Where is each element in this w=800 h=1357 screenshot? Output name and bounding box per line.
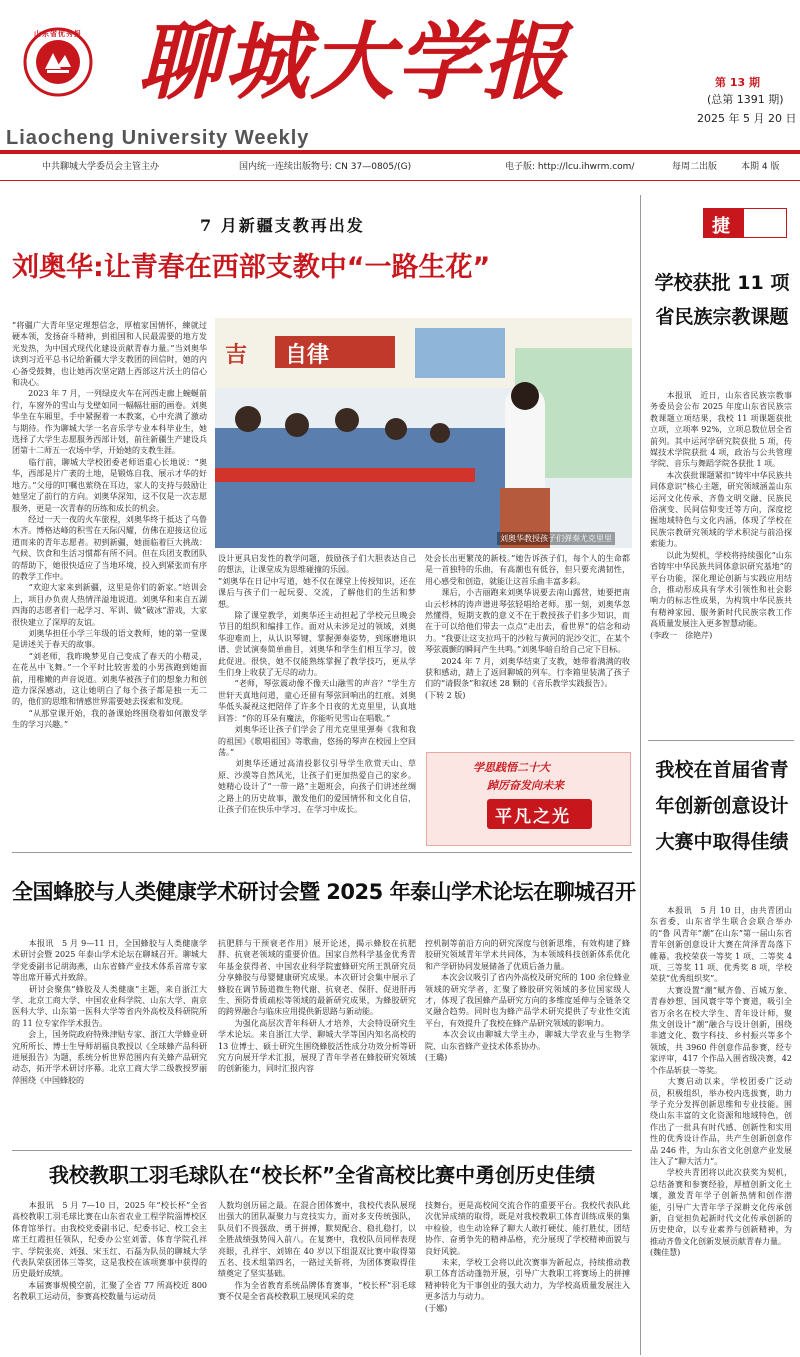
page-count: 本期 4 版 [741,162,780,172]
slogan-badge-text: 平凡之光 [495,807,571,827]
total-issue: (总第 1391 期) [707,93,784,106]
logo-text: 山东省优秀报刊 [34,30,82,48]
slogan-line-2: 踔厉奋发向未来 [487,779,564,792]
issue-date: 2025 年 5 月 20 日 [697,112,797,125]
column-divider [640,195,641,1355]
lead-headline: 刘奥华:让青春在西部支教中“一路生花” [12,252,491,283]
masthead-title: 聊城大学报 [138,12,569,111]
article3-rule [12,1150,632,1151]
photo-sign-right: 自律 [285,342,330,368]
article2-rule [12,852,632,853]
article3-column-1: 本报讯 5 月 7—10 日，2025 年“校长杯”全省高校教职工羽毛球比赛在山东省农业工程学院淄博校区体育馆举行。由我校党委副书记、纪委书记、校工会主席王红霞担任领队，纪委办公室刘蕾、体育学院孔祥宇、学院张亮、刘强、宋玉红、石磊为队员的聊城大学代表队荣获团体三等奖，这是我校在该项赛事中获得的历史最好成绩。 本届赛事规模空前，汇聚了全省 77 所高校近 800 名教职工运动员，参赛高校数量与运动员 [12,1201,207,1302]
sponsor-text: 中共聊城大学委员会主管主办 [42,162,160,172]
slogan-line-1: 学思践悟二十大 [473,761,550,774]
article2-column-1: 本报讯 5 月 9—11 日，全国蜂胶与人类健康学术研讨会暨 2025 年泰山学术论坛在聊城召开。聊城大学党委副书记胡海燕，山东省蜂产业技术体系首席专家等出席开幕式并致辞。 研讨会聚焦“蜂胶及人类健康”主题，来自浙江大学、北京工商大学、中国农业科学院、山东大学、南京医科大学、山东第一医科大学等省内外高校及科研院所的 11 位专家作学术报告。 会上，国务院政府特殊津贴专家、浙江大学蜂业研究所所长、博士生导师胡福良教授以《全球蜂产品科研进展报告》为题，系统分析世界范围内有关蜂产品研究动态，拓开学术研讨序幕。北京工商大学二级教授罗丽萍围绕《中国蜂胶的 [12,939,207,1085]
article3-headline: 我校教职工羽毛球队在“校长杯”全省高校比赛中勇创历史佳绩 [48,1163,596,1187]
masthead [0,0,800,184]
issue-number: 第 13 期 [715,76,760,89]
sidebar-b-body: 本报讯 5 月 10 日，由共青团山东省委、山东省学生联合会联合举办的“鲁 风青年”潮”在山东”第一届山东省青年创新创意设计大赛在菏泽青岛落下帷幕。我校荣获一等奖 1 项、二等奖 4 项、三等奖 11 项、优秀奖 8 项，学校荣获“优秀组织奖”。 大赛设置“潮”赋齐鲁、百城万象、青春妙想、国风寰宇等个赛道，吸引全省万余名在校大学生、青年设计师，聚焦文创设计“潮”融合与设计创新，围绕非遗文化、数字科技、乡村振兴等多个领域，共 3960 件创意作品参赛，经专家评审，417 个作品入围省级决赛，42 个作品斩获一等奖。 大赛启动以来，学校团委广泛动员，积极组织，举办校内选拔赛，助力学子充分发挥创新思维和专业技能。围绕山东丰富的文化资源和地域特色，创作出了一批具有时代感、创新性和实用性的优秀设计作品，共产生创新创意作品 246 件，为山东省文化创意产业发展注入了“聊大活力”。 学校共青团将以此次获奖为契机，总结备赛和参赛经验，厚植创新文化土壤，激发青年学子创新热情和创作潜能，引导广大青年学子深耕文化传承创新，自觉担负起新时代文化传承创新的历史使命，以专业素养与创新精神，为推动齐鲁文化创新发展贡献青春力量。 (魏佳慧) [650,906,792,1258]
sidebar-b-title: 我校在首届省青年创新创意设计大赛中取得佳绩 [655,759,789,853]
photo-caption: 刘奥华教授孩子们弹奏尤克里里 [497,532,615,545]
article3-column-3: 技舞台，更是高校间交流合作的重要平台。我校代表队此次优异成绩的取得，既是对我校教职工体育训练成果的集中检验，也生动诠释了聊大人敢打硬仗、能打胜仗，团结协作、奋勇争先的精神品格，充分展现了学校精神面貌与良好风貌。 未来，学校工会将以此次赛事为新起点，持续推动教职工体育活动蓬勃开展，引导广大教职工将赛场上的拼搏精神转化为干事创业的强大动力，为学校高质量发展注入更多活力与动力。 (于娜) [425,1201,630,1313]
info-rule [0,180,800,181]
lead-photo [215,318,632,548]
sidebar-rule [648,740,794,741]
lead-kicker: 7 月新疆支教再出发 [200,216,365,235]
e-edition-link[interactable]: 电子版: http://lcu.ihwrm.com/ [505,162,635,172]
lead-column-2: 设计更具启发性的教学问题，鼓励孩子们大胆表达自己的想法，让课堂成为思维碰撞的乐园。 ”刘奥华在日记中写道，她不仅在课堂上传授知识，还在课后与孩子们一起玩耍、交流，了解他们的生活和梦想。 除了课堂教学，刘奥华还主动担起了学校元旦晚会节目的组织和编排工作。面对从未涉足过的领域，刘奥华迎难而上，从认识琴键、掌握弹奏姿势，到琢磨地识谱、尝试演奏简单曲目，刘奥华和学生们相互学习，彼此促进。很快，她不仅能熟练掌握了教学技巧，更从学生们身上收获了无尽的动力。 “老师，琴弦震动像不像天山融雪的声音？”学生方世轩天真地问道，童心还留有琴弦回响出的红痕。刘奥华低头凝视这把陪伴了许多个日夜的尤克里里，认真地回答：“你的耳朵有魔法，你能听见雪山在唱歌。” 刘奥华还让孩子们学会了用尤克里里弹奏《我和我的祖国》《歌唱祖国》等歌曲，悠扬的琴声在校园上空回荡。” 刘奥华还通过高清投影仪引导学生欣赏天山、草原、沙漠等自然风光，让孩子们更加热爱自己的家乡。她精心设计了“一带一路”主题班会，向孩子们讲述丝绸之路上的历史故事，激发他们的爱国情怀和文化自信，让孩子们在快乐中学习、在学习中成长。 [218,554,416,814]
article2-column-3: 控机制等前沿方向的研究深度与创新思维，有效构建了蜂胶研究领域青年学术共同体，为本领域科技创新体系优化和产学研协同发展储备了优质后备力量。 本次会议吸引了省内外高校及研究所的 100 余位蜂业领域的研究学者，汇聚了蜂胶研究领域的多位国家级人才，体现了我国蜂产品研究方向的多维度延伸与全链条交叉融合趋势。同时也为蜂产品学术研究提供了专业性交流平台，有效提升了我校在蜂产品研究领域的影响力。 本次会议由聊城大学主办，聊城大学农业与生物学院、山东省蜂产业技术体系协办。 (王璐) [425,939,630,1063]
masthead-rule [0,150,800,154]
sidebar-tag: 捷 报 [712,216,778,237]
info-bar [0,157,800,177]
article2-column-2: 抗肥胖与干预衰老作用》展开论述，揭示蜂胶在抗肥胖、抗衰老领域的重要价值。国家自然科学基金优秀青年基金获得者、中国农业科学院蜜蜂研究所王凯研究员分享蜂胶与母婴健康研究成果。本次研讨会集中展示了蜂胶在调节肠道微生物代谢、抗衰老、保肝、促进肝再生、预防骨质疏松等领域的最新研究成果，为蜂胶研究的跨界融合与临床应用提供新思路与新动能。 为强化高层次青年科研人才培养，大会特设研究生学术论坛。来自浙江大学、聊城大学等国内知名高校的 13 位博士、硕士研究生围绕蜂胶活性成分功效分析等研究方向展开学术汇报，展现了青年学者在蜂胶研究领域的创新能力，同时汇报内容 [218,939,416,1074]
sidebar-tag-box [703,208,787,238]
cn-number: 国内统一连续出版物号: CN 37—0805/(G) [239,162,412,172]
masthead-english: Liaocheng University Weekly [6,127,310,149]
article2-headline: 全国蜂胶与人类健康学术研讨会暨 2025 年泰山学术论坛在聊城召开 [12,880,636,904]
sidebar-a-title: 学校获批 11 项省民族宗教课题 [654,272,790,328]
photo-sign-left: 吉 [225,342,248,368]
slogan-banner [426,752,631,846]
frequency: 每周二出版 [672,162,718,172]
lead-column-1: “将疆广大青年坚定理想信念，厚植家国情怀，練就过硬本领，发扬奋斗精神，到祖国和人民最需要的地方发光发热，为中国式现代化建设贡献青春力量。”当刘奥华读到习近平总书记给新疆大学支教团的回信时，她的内心备受鼓舞，也让她再次坚定踏上西部这片沃土的信心和决心。 2023 年 7 月，一列绿皮火车在河西走廊上蜿蜒前行，车窗外的雪山与戈壁如同一幅幅壮丽的画卷。刘奥华坐在车厢里，手中紧握着一本教案，心中充满了激动与期待。作为聊城大学一名音乐学专业本科毕业生，她选择了大学生志愿服务西部计划，前往新疆生产建设兵团第十二师五一农场中学，开始她的支教生涯。 临行前，聊城大学校团委老师语重心长地说：“奥华，西部是片广袤的土地，是锻炼自我、展示才华的好地方。”父母的叮嘱也萦绕在耳边，家人的支持与鼓励让她坚定了前行的方向。刘奥华深知，这不仅是一次志愿服务，更是一次青春的历练和成长的机会。 经过一天一夜的火车旅程，刘奥华终于抵达了乌鲁木齐。博格达峰的积雪在天际闪耀，仿佛在迎接这位远道而来的青年志愿者。初到新疆，她面临着巨大挑战：气候、饮食和生活习惯都有所不同。但在兵团支教团队的帮助下，她很快适应了当地环境，投入到紧张而有序的教学工作中。 “欢迎大家来到新疆，这里是你们的新家。”培训会上，项目办负责人热情洋溢地说道。刘奥华和来自五湖四海的志愿者们一起学习、军训、做“破冰”游戏，大家很快建立了深厚的友谊。 刘奥华担任小学三年级的语文教师，她的第一堂课是讲述关于春天的故事。 “刘老师，我昨晚梦见自己变成了春天的小精灵，在花丛中飞舞。”一个平时比较害羞的小男孩跑到她面前，用稚嫩的声音说道。刘奥华被孩子们的想象力和创造力深深感动，这让她明白了每个孩子都是独一无二的，他们的思维和情感世界需要她去探索和发现。 “从那堂课开始，我的备课始终围绕着如何激发学生的学习兴趣。” [12,321,207,730]
newspaper-logo [23,27,93,97]
lead-column-3: 处会长出更繁茂的新枝。”她告诉孩子们，每个人的生命都是一首独特的乐曲，有高潮也有低谷，但只要充满韧性，用心感受和创造，就能让这首乐曲丰富多彩。 课后，小吉丽跑来刘奥华说要去南山露营，她要把南山云杉林的涛声谱进琴弦轻唱给老师。那一刻，刘奥华忽然懂得，短期支教的意义不在于教授孩子们多少知识，而在于可以给他们带去一点点“走出去，看世界”的信念和动力。“我要让这支拉玛干的沙粒与黄河的泥沙交汇，在某个琴弦震颤的瞬间产生共鸣。”刘奥华暗自给自己定下目标。 2024 年 7 月，刘奥华结束了支教，她带着满满的收获和感动，踏上了返回聊城的列车。行李箱里装满了孩子们的“请假条”和叙述 28 颗的《音乐教学实践报告》。 (下转 2 版) [425,554,630,700]
article3-column-2: 人数均创历届之最。在混合团体赛中，我校代表队展现出强大的团队凝聚力与竞技实力，面对多支传统强队，队员们不畏强敌、勇于拼搏，默契配合、稳扎稳打，以全胜战绩强势闯入前八。在复赛中，我校队员同样表现亮眼，孔祥宇、刘锦在 40 岁以下组混双比赛中取得第五名、技术组第四名，一路过关斩将，为团体赛取得佳绩奠定了坚实基础。 作为全省教育系统品牌体育赛事，“校长杯”羽毛球赛不仅是全省高校教职工展现风采的竞 [218,1201,416,1302]
sidebar-a-body: 本报讯 近日，山东省民族宗教事务委员会公布 2025 年度山东省民族宗教课题立项结果，我校 11 项课题获批立项，立项率 92%，立项总数位居全省前列。其中运河学研究院获批 5 项，传媒技术学院获批 4 项，政治与公共管理学院、音乐与舞蹈学院各获批 1 项。 本次获批课题紧扣“铸牢中华民族共同体意识”核心主题，研究领域涵盖山东运河文化传承、齐鲁文明交融、民族民俗演变、民间信仰变迁等方向，深度挖掘地域特色与文化内涵，体现了学校在民族宗教研究领域的学术积淀与前沿探索能力。 以此为契机，学校将持续强化“山东省铸牢中华民族共同体意识研究基地”的平台功能，深化理论创新与实践应用结合，推动形成具有学术引领性和社会影响力的标志性成果，为构筑中华民族共有精神家园、服务新时代民族宗教工作高质量发展注入更多智慧动能。 (李政一 徐艳芹) [650,391,792,640]
